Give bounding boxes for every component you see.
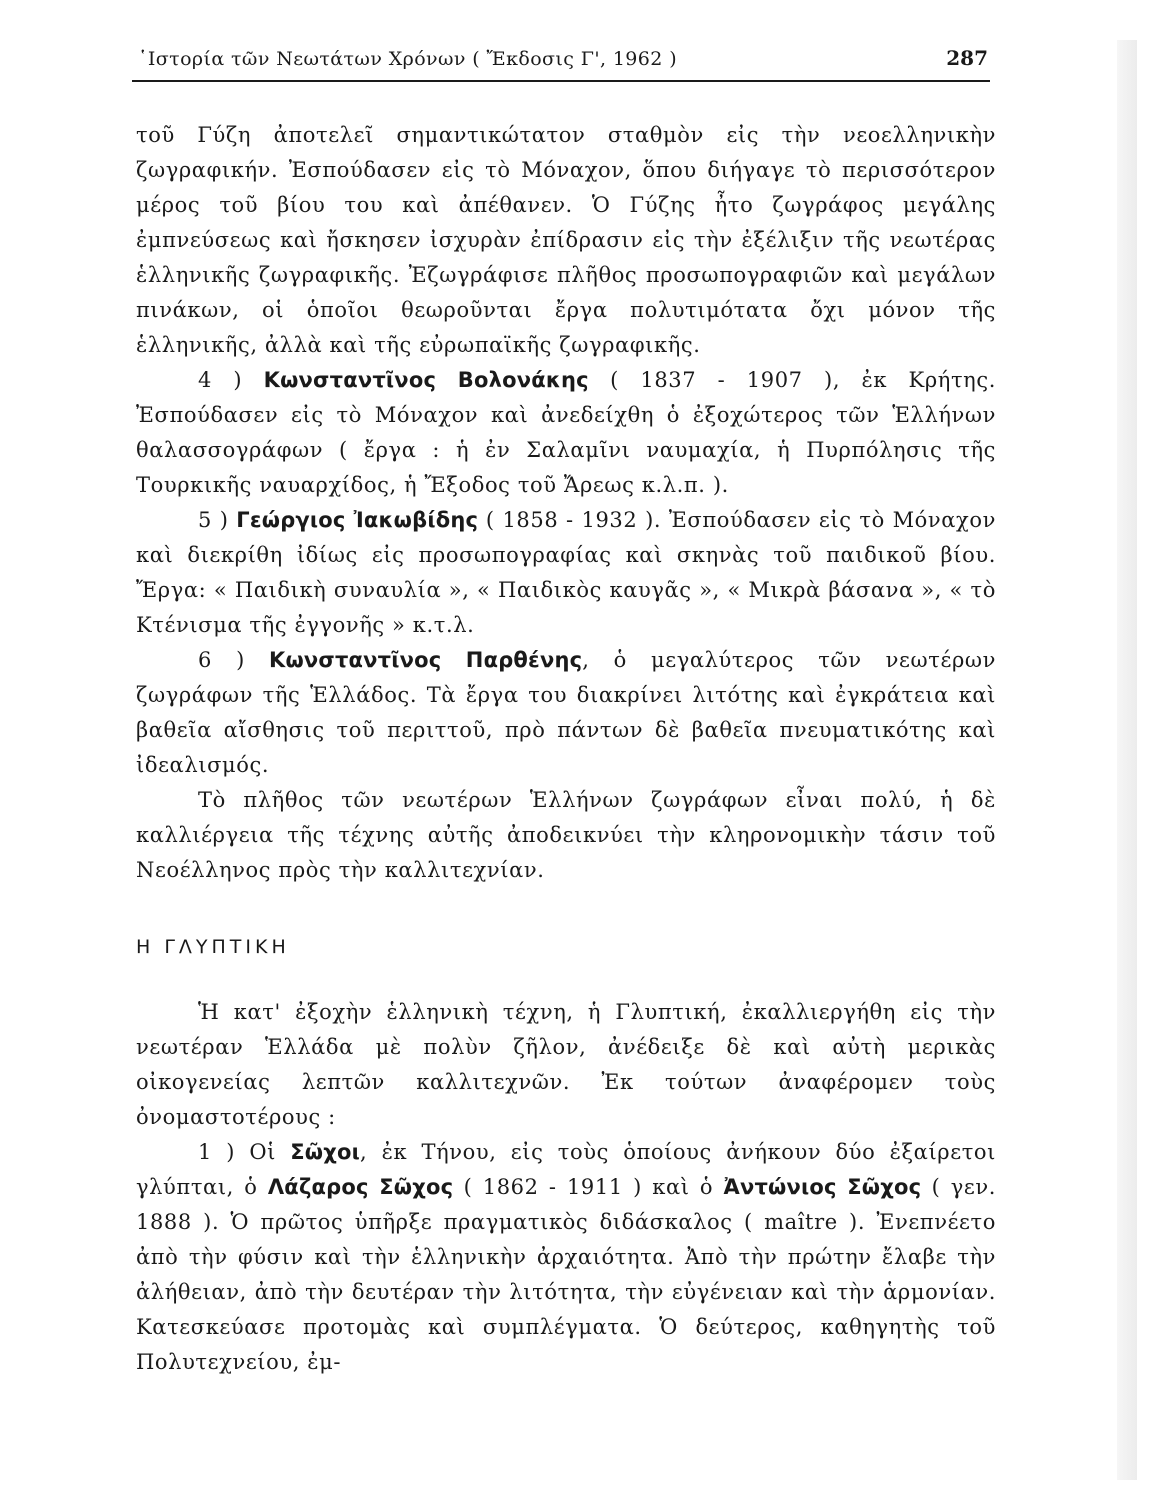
artist-name: Γεώργιος Ἰακωβίδης <box>236 508 479 532</box>
item-text: , ἐκ Τήνου, εἰς τοὺς ὁποίους ἀνήκουν δύο ἐξαίρετοι γλύπται, ὁ <box>136 1140 997 1199</box>
page-number: 287 <box>946 46 988 70</box>
paragraph-iakovidis <box>136 503 996 643</box>
paragraph-gyzis: τοῦ Γύζη ἀποτελεῖ σημαντικώτατον σταθμὸν εἰς τὴν νεοελληνικὴν ζωγραφικήν. Ἐσπούδασεν εἰς τὸ Μόναχον, ὅπου διήγαγε τὸ περισσότερον μέρος τοῦ βίου του καὶ ἀπέθανεν. Ὁ Γύζης ἦτο ζωγράφος μεγάλης ἐμπνεύσεως καὶ ἤσκησεν ἰσχυρὰν ἐπίδρασιν εἰς τὴν ἐξέλιξιν τῆς νεωτέρας ἑλληνικῆς ζωγραφικῆς. Ἐζωγράφισε πλῆθος προσωπογραφιῶν καὶ μεγάλων πινάκων, οἱ ὁποῖοι θεωροῦνται ἔργα πολυτιμότατα ὄχι μόνον τῆς ἑλληνικῆς, ἀλλὰ καὶ τῆς εὐρωπαϊκῆς ζωγραφικῆς. <box>136 123 996 357</box>
artist-name: Κωνσταντῖνος Παρθένης <box>268 648 583 672</box>
item-text: ( γεν. 1888 ). Ὁ πρῶτος ὑπῆρξε πραγματικὸς διδάσκαλος ( maître ). Ἐνεπνέετο ἀπὸ τὴν φύσιν καὶ τὴν ἑλληνικὴν ἀρχαιότητα. Ἀπὸ τὴν πρώτην ἔλαβε τὴν ἀλήθειαν, ἀπὸ τὴν δευτέραν τὴν λιτότητα, τὴν εὐγένειαν καὶ τὴν ἁρμονίαν. Κατεσκεύασε προτομὰς καὶ συμπλέγματα. Ὁ δεύτερος, καθηγητὴς τοῦ Πολυτεχνείου, ἐμ- <box>136 1175 996 1374</box>
item-number: 6 ) <box>198 648 269 672</box>
page-body <box>136 118 996 1380</box>
running-title: ῾Ιστορία τῶν Νεωτάτων Χρόνων ( Ἔκδοσις Γ', 1962 ) <box>138 48 678 70</box>
item-number: 1 ) Οἱ <box>198 1140 291 1164</box>
artist-name: Ἀντώνιος Σῶχος <box>723 1175 922 1199</box>
item-text: ( 1858 - 1932 ). Ἐσπούδασεν εἰς τὸ Μόναχον καὶ διεκρίθη ἰδίως εἰς προσωπογραφίας καὶ σκηνὰς τοῦ παιδικοῦ βίου. Ἔργα: « Παιδικὴ συναυλία », « Παιδικὸς καυγᾶς », « Μικρὰ βάσανα », « τὸ Κτένισμα τῆς ἐγγονῆς » κ.τ.λ. <box>136 508 996 637</box>
artist-name: Σῶχοι <box>290 1140 361 1164</box>
item-text: ( 1837 - 1907 ), ἐκ Κρήτης. Ἐσπούδασεν εἰς τὸ Μόναχον καὶ ἀνεδείχθη ὁ ἐξοχώτερος τῶν Ἑλλήνων θαλασσογράφων ( ἔργα : ἡ ἐν Σαλαμῖνι ναυμαχία, ἡ Πυρπόλησις τῆς Τουρκικῆς ναυαρχίδος, ἡ Ἔξοδος τοῦ Ἄρεως κ.λ.π. ). <box>136 368 996 497</box>
paragraph-volonakis <box>136 363 996 503</box>
artist-name: Λάζαρος Σῶχος <box>267 1175 454 1199</box>
paragraph-sculpture-intro: Ἡ κατ' ἐξοχὴν ἑλληνικὴ τέχνη, ἡ Γλυπτική, ἐκαλλιεργήθη εἰς τὴν νεωτέραν Ἑλλάδα μὲ πολὺν ζῆλον, ἀνέδειξε δὲ καὶ αὐτὴ μερικὰς οἰκογενείας λεπτῶν καλλιτεχνῶν. Ἐκ τούτων ἀναφέρομεν τοὺς ὀνομαστοτέρους : <box>136 1000 996 1129</box>
item-text: ( 1862 - 1911 ) καὶ ὁ <box>453 1175 724 1199</box>
item-number: 5 ) <box>198 508 237 532</box>
item-text: , ὁ μεγαλύτερος τῶν νεωτέρων ζωγράφων τῆς Ἑλλάδος. Τὰ ἔργα του διακρίνει λιτότης καὶ ἐγκράτεια καὶ βαθεῖα αἴσθησις τοῦ περιττοῦ, πρὸ πάντων δὲ βαθεῖα πνευματικότης καὶ ἰδεαλισμός. <box>136 648 996 777</box>
artist-name: Κωνσταντῖνος Βολονάκης <box>263 368 589 392</box>
running-header <box>132 40 990 82</box>
section-heading: Η ΓΛΥΠΤΙΚΗ <box>136 936 290 958</box>
paragraph-parthenis <box>136 643 996 783</box>
paragraph-summary: Τὸ πλῆθος τῶν νεωτέρων Ἑλλήνων ζωγράφων εἶναι πολύ, ἡ δὲ καλλιέργεια τῆς τέχνης αὐτῆς ἀποδεικνύει τὴν κληρονομικὴν τάσιν τοῦ Νεοέλληνος πρὸς τὴν καλλιτεχνίαν. <box>136 788 996 882</box>
paragraph-sochos <box>136 1135 996 1380</box>
page-edge-shadow <box>1117 40 1137 1480</box>
item-number: 4 ) <box>198 368 264 392</box>
